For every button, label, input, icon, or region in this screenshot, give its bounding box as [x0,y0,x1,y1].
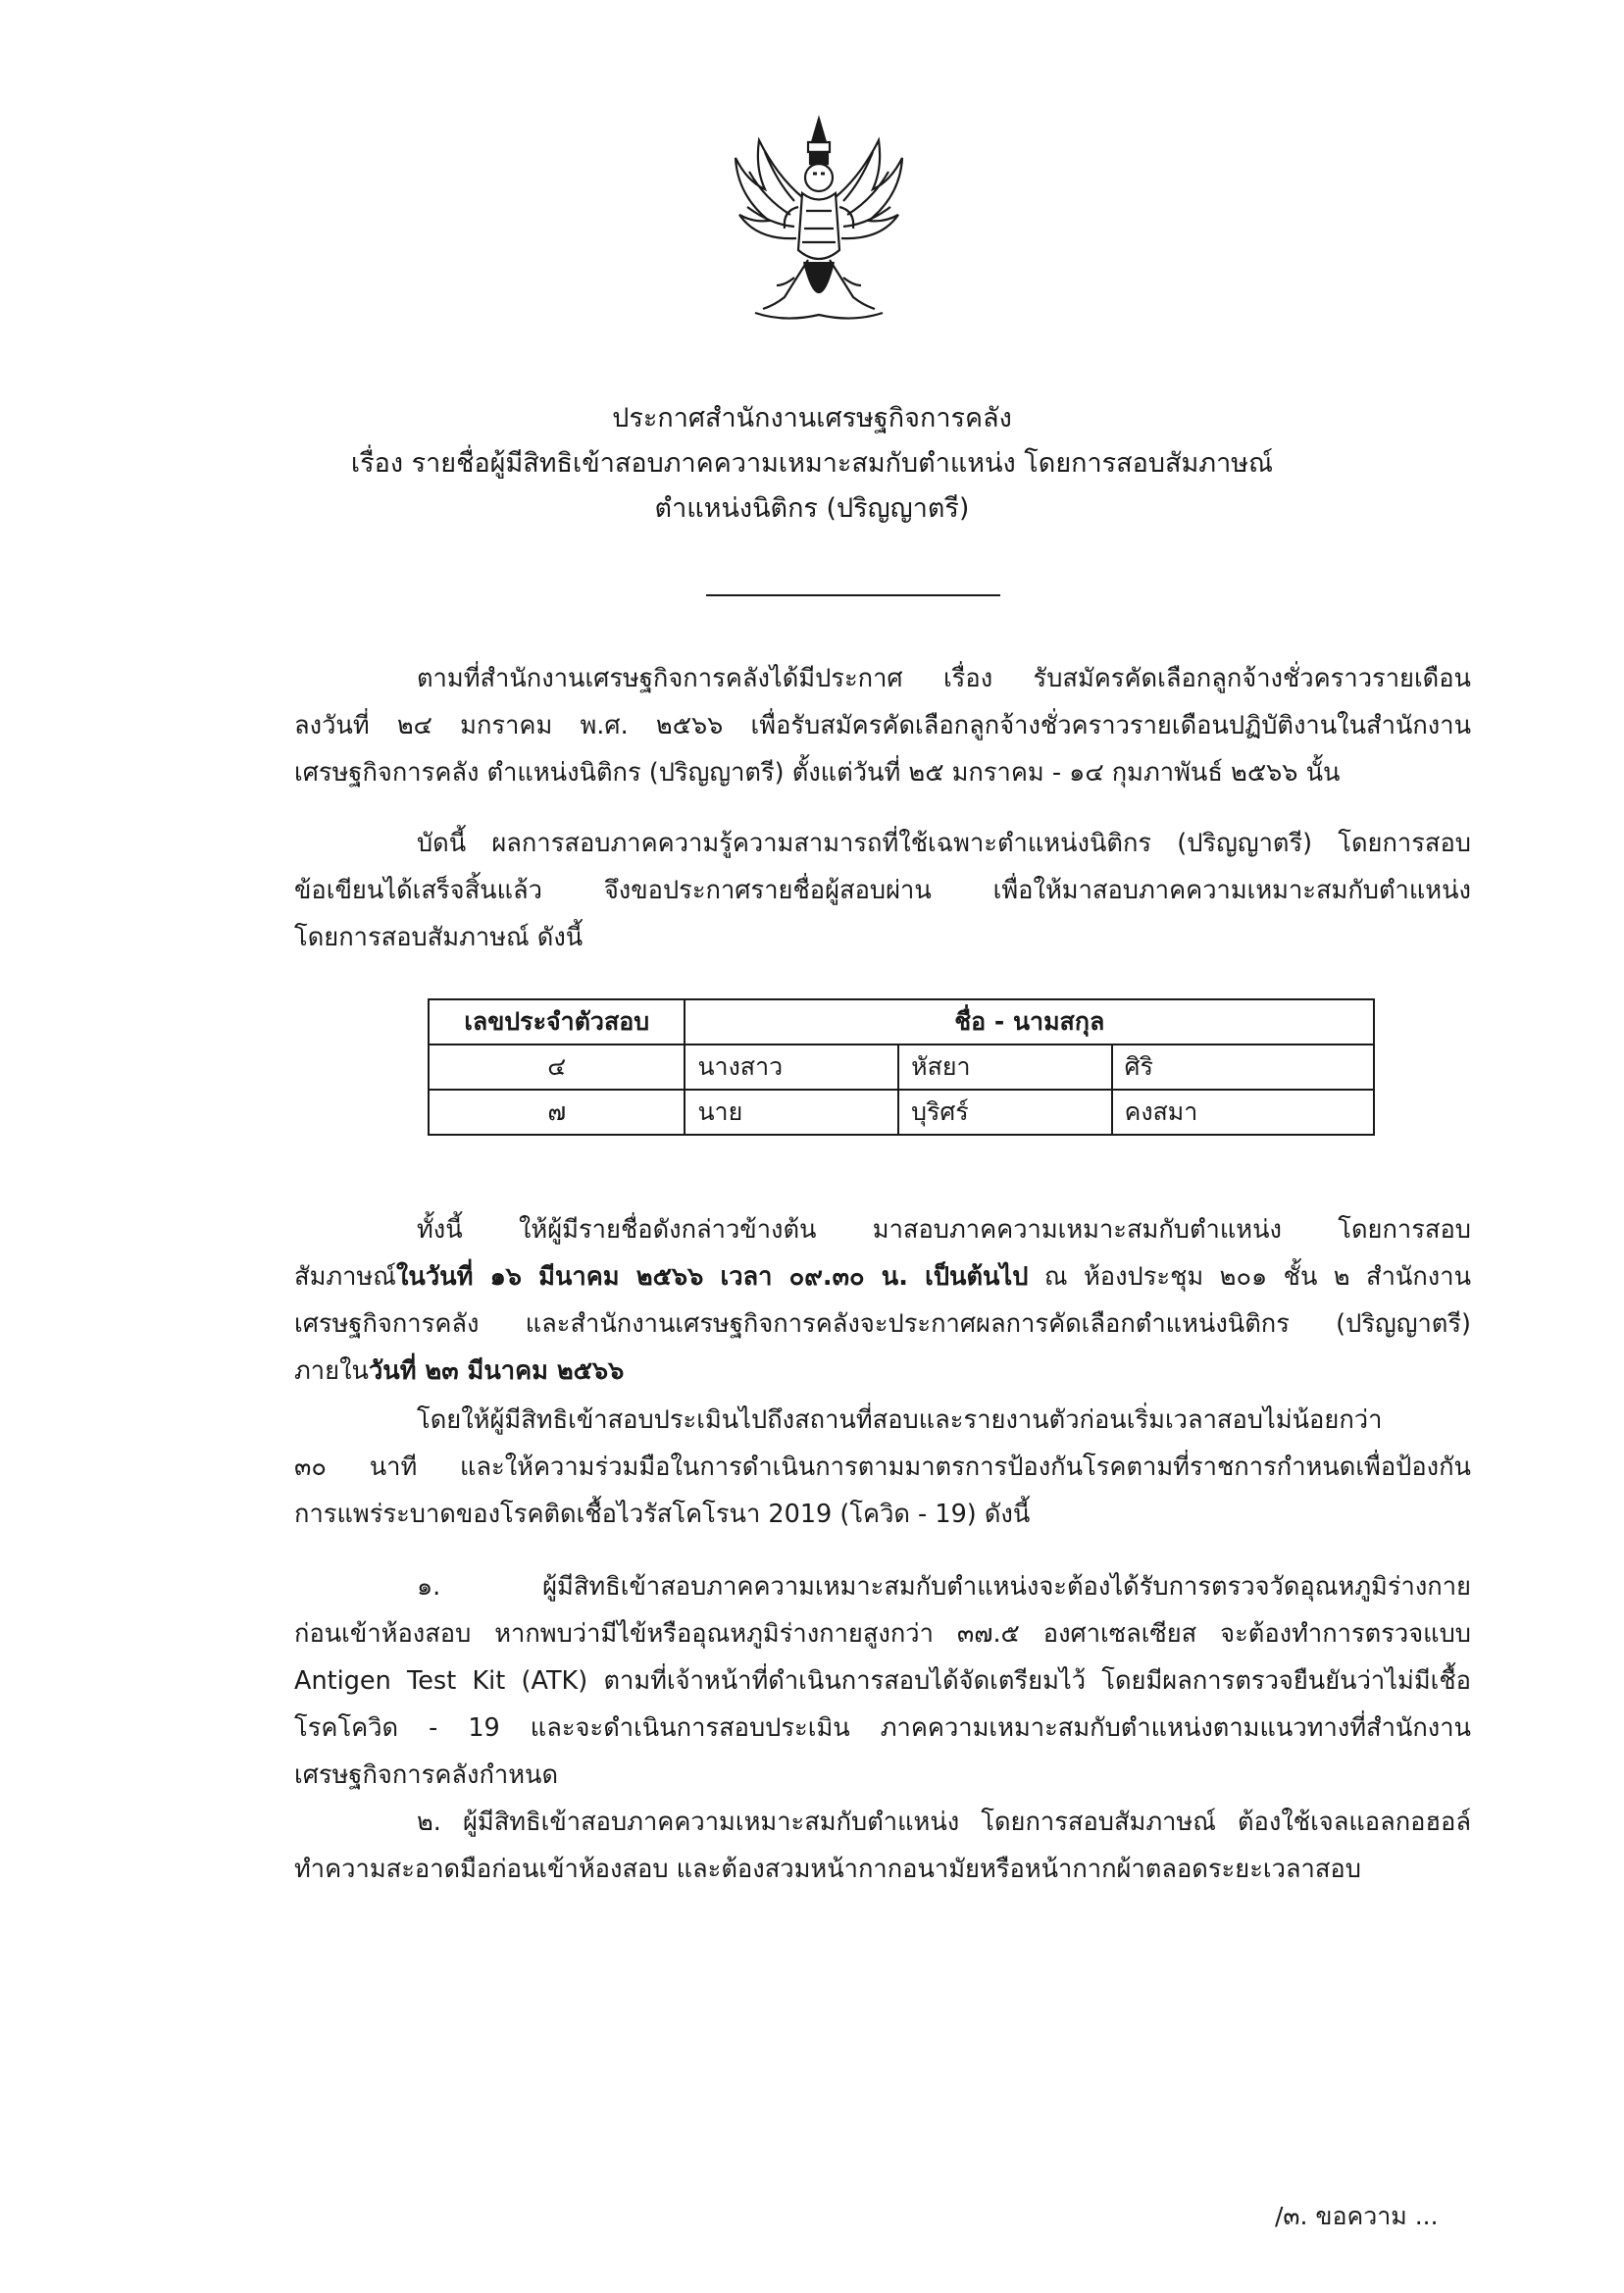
text-line: ทำความสะอาดมือก่อนเข้าห้องสอบ และต้องสวมหน้ากากอนามัยหรือหน้ากากผ้าตลอดระยะเวลาสอบ [294,1855,1361,1884]
announcement-title: ประกาศสำนักงานเศรษฐกิจการคลัง [612,403,1012,433]
text-line: การแพร่ระบาดของโรคติดเชื้อไวรัสโคโรนา 2019 (โควิด - 19) ดังนี้ [294,1500,1031,1529]
text-line: ทั้งนี้ ให้ผู้มีรายชื่อดังกล่าวข้างต้น มาสอบภาคความเหมาะสมกับตำแหน่ง โดยการสอบ [417,1215,1471,1245]
text-line: โดยการสอบสัมภาษณ์ ดังนี้ [294,923,584,952]
exam-id-cell: ๗ [429,1090,685,1135]
announcement-subject: เรื่อง รายชื่อผู้มีสิทธิเข้าสอบภาคความเหมาะสมกับตำแหน่ง โดยการสอบสัมภาษณ์ [350,448,1274,479]
header-divider [706,594,1000,596]
text-line: ๒. ผู้มีสิทธิเข้าสอบภาคความเหมาะสมกับตำแหน่ง โดยการสอบสัมภาษณ์ ต้องใช้เจลแอลกอฮอล์ [417,1808,1471,1837]
text-line: เศรษฐกิจการคลังกำหนด [294,1760,559,1790]
text-segment: ณ ห้องประชุม ๒๐๑ ชั้น ๒ สำนักงาน [1028,1262,1472,1292]
text-line: ก่อนเข้าห้องสอบ หากพบว่ามีไข้หรืออุณหภูมิร่างกายสูงกว่า ๓๗.๕ องศาเซลเซียส จะต้องทำการตรวจแบบ [294,1619,1471,1649]
name-title-cell: นาย [685,1090,898,1135]
paragraph-covid-instructions [294,1397,1471,1538]
last-name-cell: คงสมา [1112,1090,1374,1135]
paragraph-rule-1 [294,1563,1471,1799]
candidates-table [428,998,1375,1136]
text-segment: ภายใน [294,1356,369,1386]
table-row [429,1045,1374,1090]
paragraph-results [294,820,1471,961]
table-row [429,1090,1374,1135]
header-full-name: ชื่อ - นามสกุล [685,999,1374,1045]
text-segment: สัมภาษณ์ [294,1262,396,1292]
text-line: Antigen Test Kit (ATK) ตามที่เจ้าหน้าที่ดำเนินการสอบได้จัดเตรียมไว้ โดยมีผลการตรวจยืนยันว่าไม่มีเชื้อ [294,1666,1471,1696]
text-line: ตามที่สำนักงานเศรษฐกิจการคลังได้มีประกาศ เรื่อง รับสมัครคัดเลือกลูกจ้างชั่วคราวรายเดือน [417,664,1471,693]
last-name-cell: ศิริ [1112,1045,1374,1090]
text-line: ข้อเขียนได้เสร็จสิ้นแล้ว จึงขอประกาศรายชื่อผู้สอบผ่าน เพื่อให้มาสอบภาคความเหมาะสมกับตำแหน่ง [294,876,1471,905]
result-date-text: วันที่ ๒๓ มีนาคม ๒๕๖๖ [368,1356,625,1386]
announcement-position: ตำแหน่งนิติกร (ปริญญาตรี) [654,493,970,524]
text-line [294,1253,1471,1300]
announcement-header [294,396,1330,532]
text-line: ๓๐ นาที และให้ความร่วมมือในการดำเนินการตามมาตรการป้องกันโรคตามที่ราชการกำหนดเพื่อป้องกัน [294,1452,1471,1482]
garuda-emblem-icon [726,113,912,333]
exam-id-cell: ๔ [429,1045,685,1090]
page-continuation: /๓. ขอความ ... [1275,2202,1439,2230]
paragraph-interview-schedule [294,1206,1471,1395]
table-header-row [429,999,1374,1045]
text-line: โดยให้ผู้มีสิทธิเข้าสอบประเมินไปถึงสถานที่สอบและรายงานตัวก่อนเริ่มเวลาสอบไม่น้อยกว่า [417,1405,1383,1435]
name-title-cell: นางสาว [685,1045,898,1090]
text-line: ลงวันที่ ๒๔ มกราคม พ.ศ. ๒๕๖๖ เพื่อรับสมัครคัดเลือกลูกจ้างชั่วคราวรายเดือนปฏิบัติงานในสำนักงาน [294,711,1471,740]
paragraph-rule-2 [294,1799,1471,1893]
text-line: เศรษฐกิจการคลัง และสำนักงานเศรษฐกิจการคลังจะประกาศผลการคัดเลือกตำแหน่งนิติกร (ปริญญาตรี) [294,1309,1471,1339]
text-line: โรคโควิด - 19 และจะดำเนินการสอบประเมิน ภาคความเหมาะสมกับตำแหน่งตามแนวทางที่สำนักงาน [294,1713,1471,1743]
first-name-cell: บุริศร์ [898,1090,1111,1135]
text-line: เศรษฐกิจการคลัง ตำแหน่งนิติกร (ปริญญาตรี) ตั้งแต่วันที่ ๒๕ มกราคม - ๑๔ กุมภาพันธ์ ๒๕๖๖ นั้น [294,758,1341,788]
header-exam-id: เลขประจำตัวสอบ [429,999,685,1045]
text-line [294,1348,1471,1395]
interview-date-text: ในวันที่ ๑๖ มีนาคม ๒๕๖๖ เวลา ๐๙.๓๐ น. เป็นต้นไป [395,1262,1029,1292]
text-line: ๑. ผู้มีสิทธิเข้าสอบภาคความเหมาะสมกับตำแหน่งจะต้องได้รับการตรวจวัดอุณหภูมิร่างกาย [417,1572,1471,1602]
text-line: บัดนี้ ผลการสอบภาคความรู้ความสามารถที่ใช้เฉพาะตำแหน่งนิติกร (ปริญญาตรี) โดยการสอบ [417,829,1471,858]
first-name-cell: หัสยา [898,1045,1111,1090]
paragraph-background [294,655,1471,796]
